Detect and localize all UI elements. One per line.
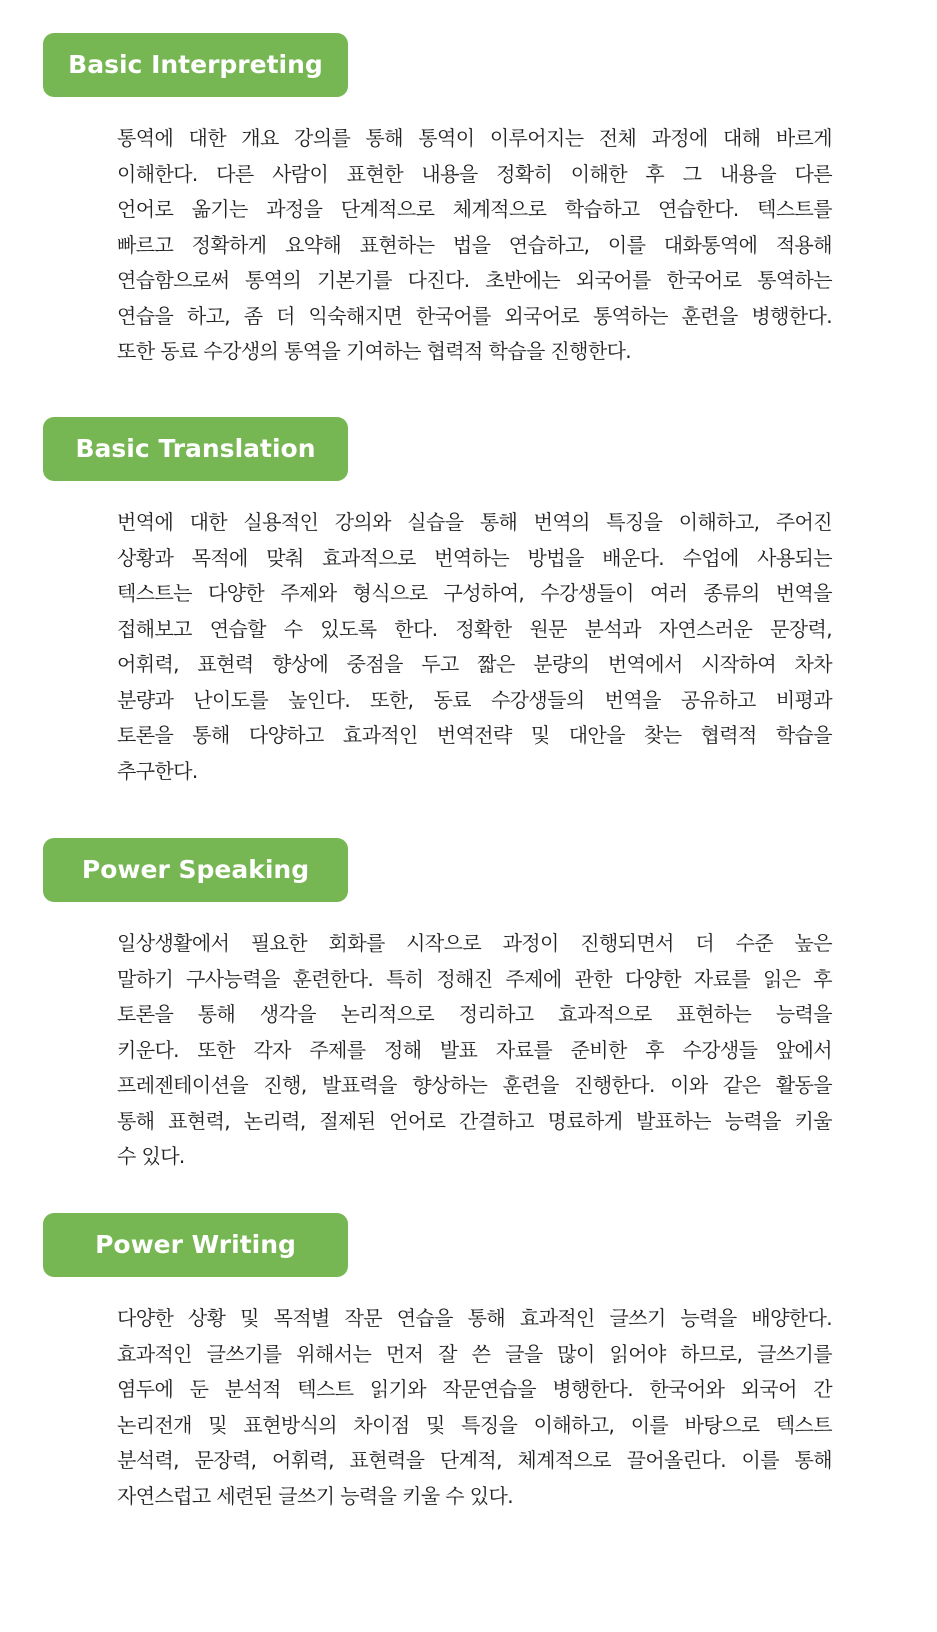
description-line: 어휘력, 표현력 향상에 중점을 두고 짧은 분량의 번역에서 시작하여 차차 — [117, 652, 832, 676]
description-line: 번역에 대한 실용적인 강의와 실습을 통해 번역의 특징을 이해하고, 주어진 — [117, 510, 832, 534]
description-line: 연습을 하고, 좀 더 익숙해지면 한국어를 외국어로 통역하는 훈련을 병행한다. — [117, 303, 832, 328]
description-line: 상황과 목적에 맞춰 효과적으로 번역하는 방법을 배운다. 수업에 사용되는 — [117, 545, 832, 570]
description-line: 접해보고 연습할 수 있도록 한다. 정확한 원문 분석과 자연스러운 문장력, — [117, 616, 832, 641]
description-line: 통역에 대한 개요 강의를 통해 통역이 이루어지는 전체 과정에 대해 바르게 — [117, 126, 832, 150]
section-description — [117, 926, 832, 1175]
description-line: 연습함으로써 통역의 기본기를 다진다. 초반에는 외국어를 한국어로 통역하는 — [117, 268, 832, 292]
section-title-badge: Basic Interpreting — [43, 33, 348, 97]
description-line: 프레젠테이션을 진행, 발표력을 향상하는 훈련을 진행한다. 이와 같은 활동을 — [117, 1073, 832, 1097]
description-line: 토론을 통해 생각을 논리적으로 정리하고 효과적으로 표현하는 능력을 — [117, 1002, 832, 1026]
description-line: 또한 동료 수강생의 통역을 기여하는 협력적 학습을 진행한다. — [117, 339, 632, 363]
section-title-badge: Power Writing — [43, 1213, 348, 1277]
description-line: 키운다. 또한 각자 주제를 정해 발표 자료를 준비한 후 수강생들 앞에서 — [117, 1037, 832, 1062]
description-line: 분량과 난이도를 높인다. 또한, 동료 수강생들의 번역을 공유하고 비평과 — [117, 687, 832, 712]
description-line: 염두에 둔 분석적 텍스트 읽기와 작문연습을 병행한다. 한국어와 외국어 간 — [117, 1377, 832, 1401]
description-line: 이해한다. 다른 사람이 표현한 내용을 정확히 이해한 후 그 내용을 다른 — [117, 161, 832, 186]
description-line: 수 있다. — [117, 1144, 185, 1168]
section-description — [117, 1301, 832, 1514]
description-line: 말하기 구사능력을 훈련한다. 특히 정해진 주제에 관한 다양한 자료를 읽은 후 — [117, 966, 832, 991]
description-line: 텍스트는 다양한 주제와 형식으로 구성하여, 수강생들이 여러 종류의 번역을 — [117, 581, 832, 605]
description-line: 토론을 통해 다양하고 효과적인 번역전략 및 대안을 찾는 협력적 학습을 — [117, 723, 832, 747]
description-line: 다양한 상황 및 목적별 작문 연습을 통해 효과적인 글쓰기 능력을 배양한다. — [117, 1306, 832, 1330]
section-title-badge: Power Speaking — [43, 838, 348, 902]
description-line: 통해 표현력, 논리력, 절제된 언어로 간결하고 명료하게 발표하는 능력을 키울 — [117, 1108, 832, 1133]
section-title-badge: Basic Translation — [43, 417, 348, 481]
description-line: 일상생활에서 필요한 회화를 시작으로 과정이 진행되면서 더 수준 높은 — [117, 931, 832, 955]
description-line: 효과적인 글쓰기를 위해서는 먼저 잘 쓴 글을 많이 읽어야 하므로, 글쓰기를 — [117, 1341, 832, 1366]
description-line: 빠르고 정확하게 요약해 표현하는 법을 연습하고, 이를 대화통역에 적용해 — [117, 232, 832, 257]
description-line: 언어로 옮기는 과정을 단계적으로 체계적으로 학습하고 연습한다. 텍스트를 — [117, 197, 832, 221]
description-line: 분석력, 문장력, 어휘력, 표현력을 단계적, 체계적으로 끌어올린다. 이를 통해 — [117, 1448, 832, 1472]
description-line: 추구한다. — [117, 758, 198, 783]
description-line: 논리전개 및 표현방식의 차이점 및 특징을 이해하고, 이를 바탕으로 텍스트 — [117, 1412, 832, 1437]
section-description — [117, 505, 832, 789]
description-line: 자연스럽고 세련된 글쓰기 능력을 키울 수 있다. — [117, 1483, 513, 1508]
section-description — [117, 121, 832, 370]
